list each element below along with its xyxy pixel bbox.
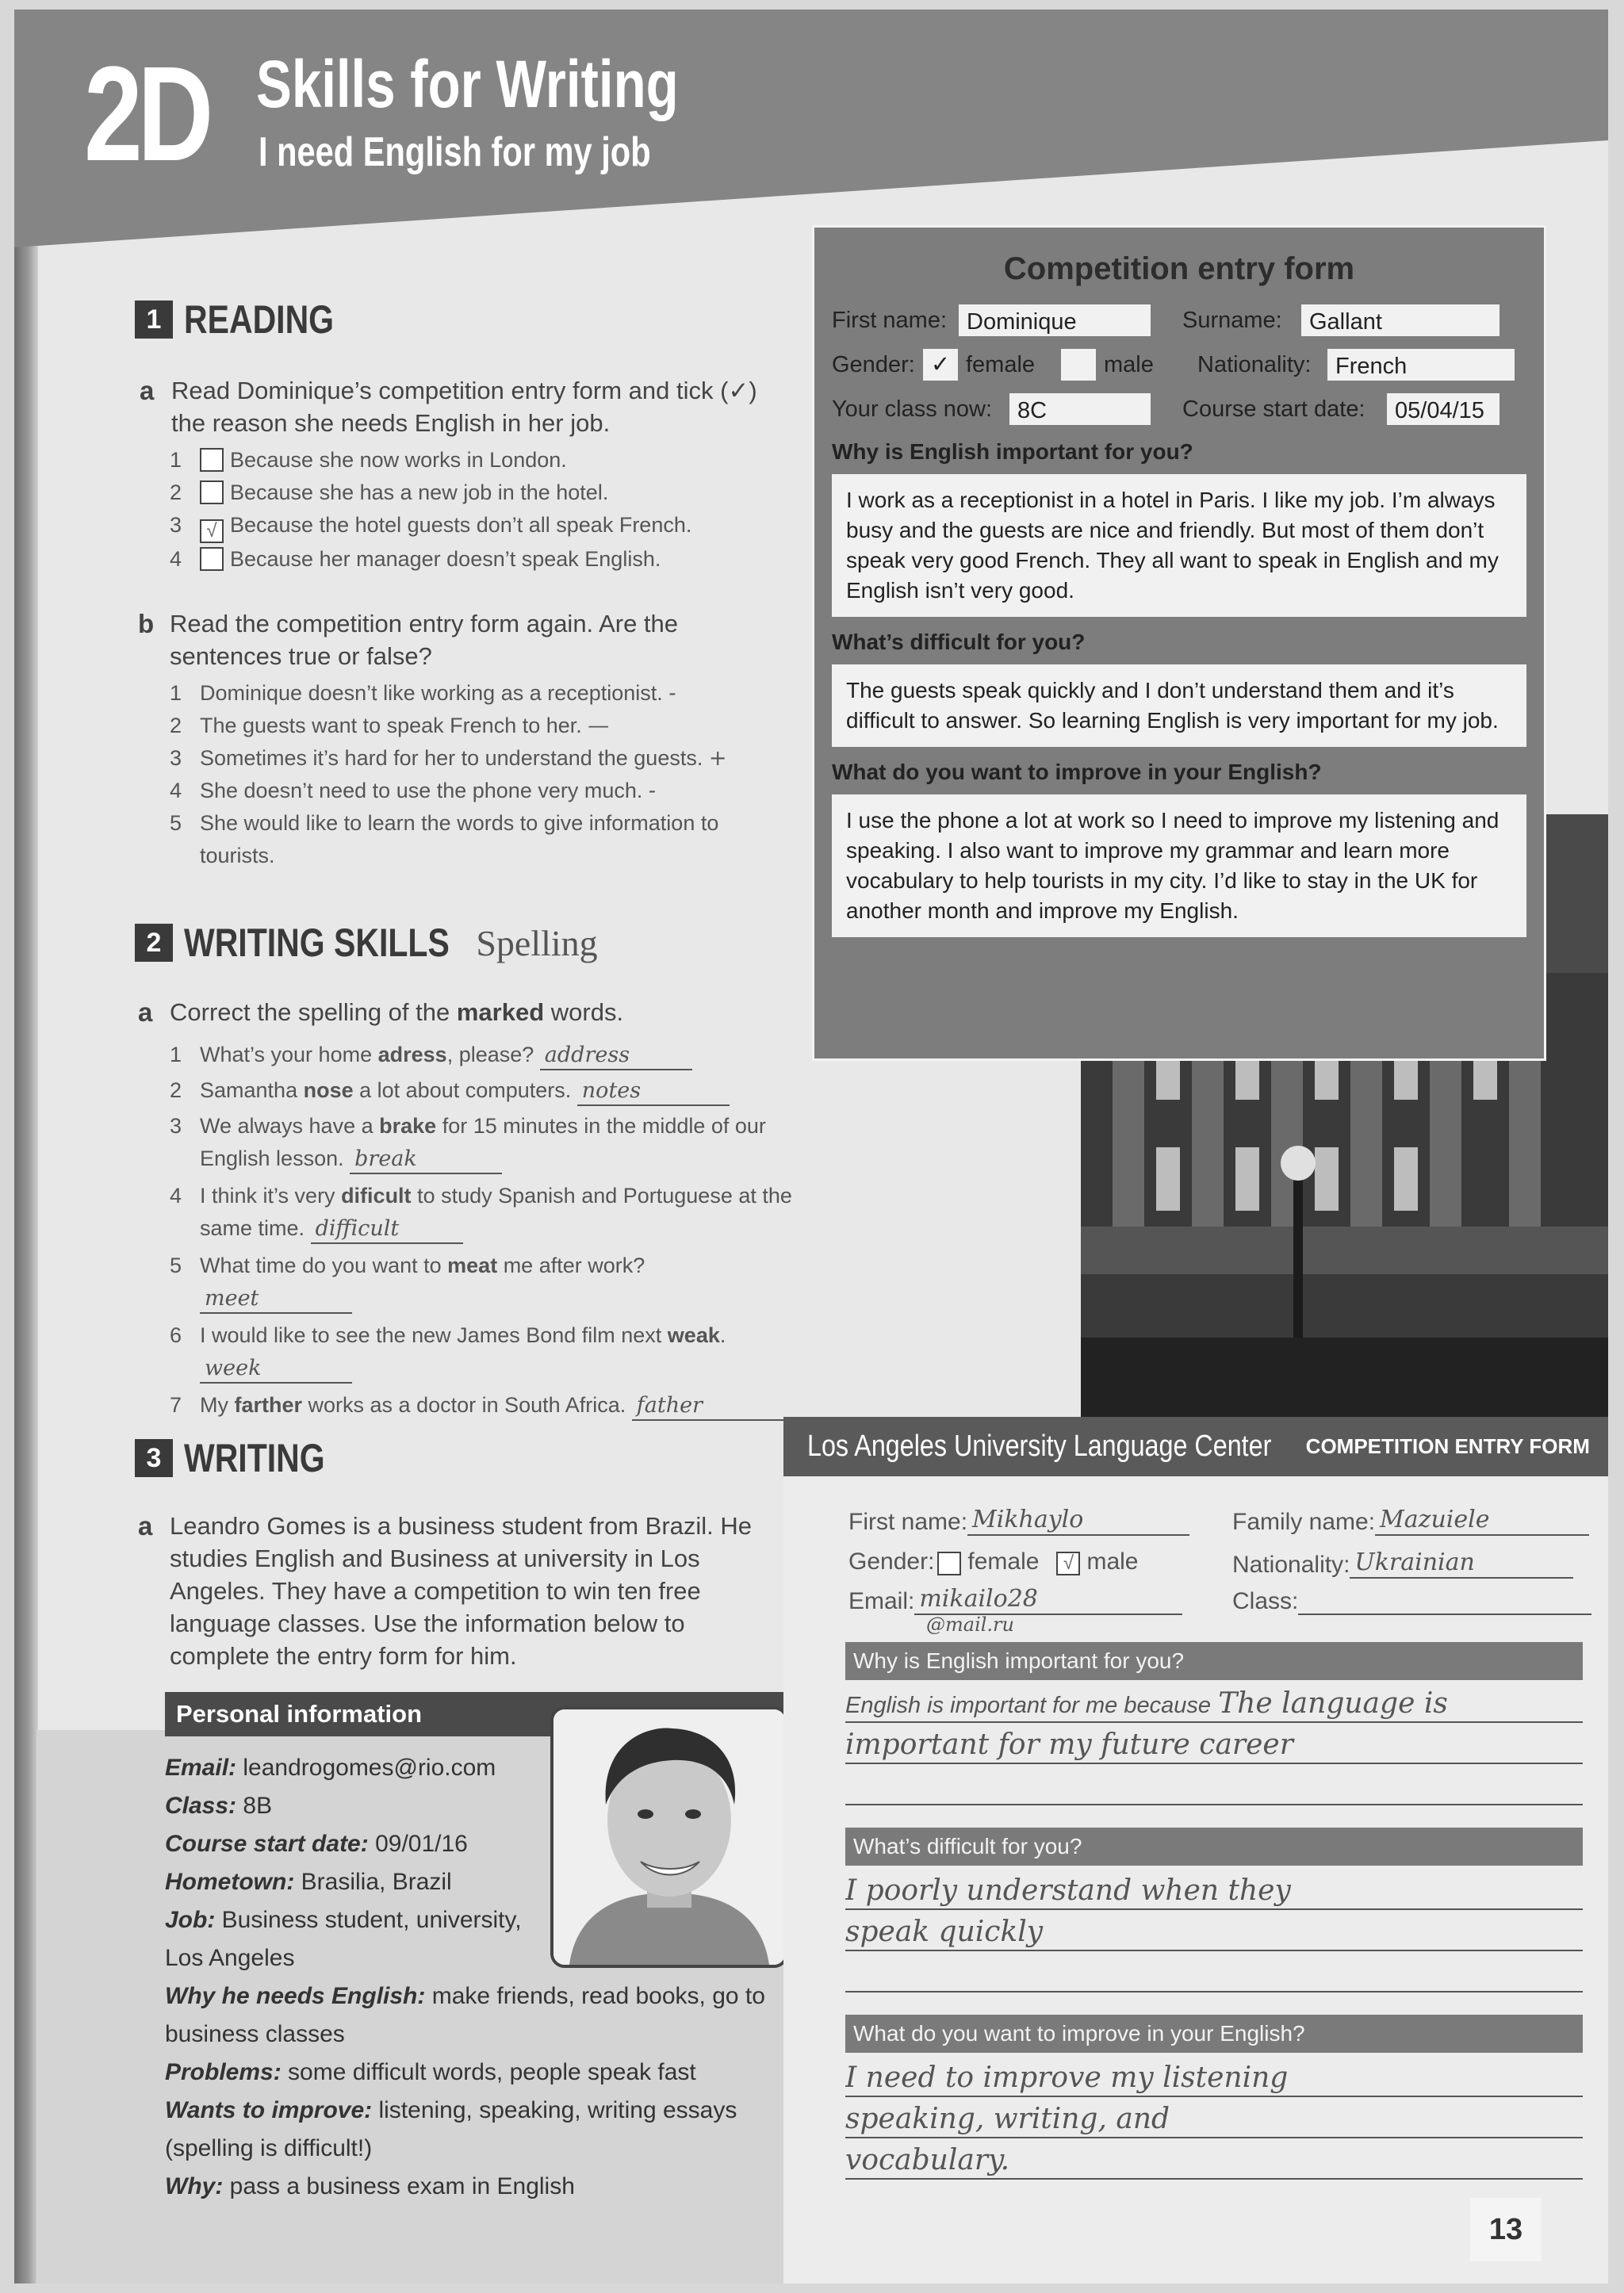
option-label: male: [1086, 1548, 1139, 1575]
page-number: 13: [1470, 2198, 1542, 2261]
answer-line[interactable]: difficult: [311, 1215, 463, 1244]
first-name-field[interactable]: Dominique: [959, 304, 1151, 336]
handwritten-mark: -: [668, 681, 676, 706]
reading-b-list: [170, 677, 788, 872]
info-row: Email: leandrogomes@rio.com: [165, 1755, 496, 1781]
female-checkbox[interactable]: [937, 1552, 961, 1575]
task-instruction: Read Dominique’s competition entry form and tick (✓) the reason she needs English in her job.: [171, 377, 757, 437]
male-checkbox[interactable]: [1061, 349, 1096, 381]
answer-line[interactable]: notes: [577, 1078, 730, 1106]
info-row: Why: pass a business exam in English: [165, 2173, 575, 2199]
list-item: 3 Sometimes it’s hard for her to understand the guests. +: [170, 746, 727, 771]
option-label: female: [966, 351, 1036, 377]
task-label: b: [138, 609, 155, 638]
form-row: [1232, 1506, 1589, 1536]
option-label: female: [967, 1548, 1040, 1575]
list-item: 5 What time do you want to meat me after work? meet: [170, 1250, 820, 1315]
question-heading: What do you want to improve in your English?: [832, 760, 1322, 784]
tick-box[interactable]: √: [200, 519, 224, 543]
writing-skills-heading: [135, 920, 598, 966]
info-row: Hometown: Brasilia, Brazil: [165, 1869, 452, 1895]
page-subtitle: I need English for my job: [259, 129, 651, 175]
question-bar: What do you want to improve in your English?: [845, 2015, 1583, 2053]
answer-line[interactable]: English is important for me because The language is: [845, 1686, 1583, 1723]
list-item: 2 Because she has a new job in the hotel.: [170, 480, 609, 504]
unit-number: 2D: [84, 39, 209, 189]
task-label: a: [138, 1511, 153, 1541]
section-title: WRITING SKILLS: [184, 921, 450, 965]
answer-line[interactable]: I need to improve my listening: [845, 2061, 1583, 2097]
form-row: [832, 387, 1526, 431]
textbook-page: [14, 10, 1608, 2283]
reading-heading: [135, 297, 367, 343]
class-field[interactable]: 8C: [1009, 393, 1151, 425]
list-item: 4 I think it’s very dificult to study Spanish and Portuguese at the same time. difficult: [170, 1180, 820, 1245]
task-instruction: Read the competition entry form again. Are the sentences true or false?: [170, 610, 679, 670]
field-label: Gender:: [832, 351, 915, 377]
answer-line[interactable]: important for my future career: [845, 1728, 1583, 1764]
list-item: 6 I would like to see the new James Bond film next weak. week: [170, 1319, 820, 1384]
answer-line[interactable]: [845, 1956, 1583, 1992]
question-bar: Why is English important for you?: [845, 1642, 1583, 1680]
answer-line[interactable]: address: [540, 1042, 692, 1070]
answer-line[interactable]: speak quickly: [845, 1915, 1583, 1951]
section-number: 2: [135, 924, 173, 962]
competition-entry-form: [812, 225, 1546, 1061]
family-name-field[interactable]: Mazuiele: [1375, 1506, 1589, 1536]
unit-banner: [14, 10, 1608, 247]
field-label: Gender:: [848, 1548, 935, 1575]
list-item: 2 The guests want to speak French to her. —: [170, 714, 610, 738]
handwritten-mark: +: [708, 746, 727, 771]
reading-task-b: [138, 607, 772, 672]
list-item: 1 Because she now works in London.: [170, 448, 567, 472]
page-binding-edge: [14, 152, 38, 2283]
option-label: male: [1104, 351, 1154, 377]
reading-a-list: [170, 444, 804, 576]
answer-box[interactable]: The guests speak quickly and I don’t understand them and it’s difficult to answer. So learning English is very important for my job.: [832, 664, 1526, 747]
male-checkbox[interactable]: √: [1056, 1552, 1080, 1575]
la-form-title: Los Angeles University Language Center: [807, 1430, 1272, 1463]
answer-line[interactable]: vocabulary.: [845, 2143, 1583, 2180]
class-field[interactable]: [1298, 1585, 1591, 1615]
field-label: First name:: [832, 307, 948, 333]
list-item: 1 What’s your home adress, please? address: [170, 1039, 820, 1071]
answer-box[interactable]: I use the phone a lot at work so I need to improve my listening and speaking. I also want to improve my grammar and learn more vocabulary to help tourists in my city. I’d like to stay in the UK for another month and improve my English.: [832, 794, 1526, 937]
la-entry-form: [783, 1417, 1608, 2283]
form-row: [848, 1506, 1189, 1536]
field-label: Family name:: [1232, 1509, 1376, 1535]
form-row: [1232, 1548, 1573, 1579]
list-item: 3 √ Because the hotel guests don’t all speak French.: [170, 513, 692, 542]
info-row: Job: Business student, university, Los Angeles: [165, 1907, 522, 1971]
form-title: Competition entry form: [1003, 251, 1355, 286]
field-label: First name:: [848, 1509, 968, 1535]
form-row: [832, 298, 1526, 343]
start-date-field[interactable]: 05/04/15: [1387, 393, 1500, 425]
spelling-task-a: a Correct the spelling of the marked words.: [138, 997, 624, 1027]
form-row: [848, 1548, 1138, 1575]
info-row: Class: 8B: [165, 1793, 273, 1819]
answer-line[interactable]: I poorly understand when they: [845, 1874, 1583, 1910]
first-name-field[interactable]: Mikhaylo: [967, 1506, 1189, 1536]
personal-info-list: [165, 1749, 799, 2206]
writing-task-a: [138, 1510, 780, 1672]
task-label: a: [140, 376, 155, 405]
info-row: Why he needs English: make friends, read books, go to business classes: [165, 1983, 765, 2047]
form-row: [1232, 1585, 1591, 1615]
info-row: Problems: some difficult words, people speak fast: [165, 2059, 696, 2085]
email-field[interactable]: mikailo28: [914, 1585, 1182, 1615]
list-item: 5 She would like to learn the words to give information to tourists.: [170, 811, 719, 867]
field-label: Email:: [848, 1588, 915, 1614]
tick-box[interactable]: [200, 480, 224, 504]
answer-box[interactable]: I work as a receptionist in a hotel in Paris. I like my job. I’m always busy and the guests are nice and friendly. But most of them don’t speak very good French. They all want to speak in English and my English isn’t very good.: [832, 474, 1526, 617]
field-label: Your class now:: [832, 396, 993, 422]
field-label: Surname:: [1182, 307, 1282, 333]
field-label: Nationality:: [1232, 1552, 1350, 1578]
field-label: Class:: [1232, 1588, 1299, 1614]
nationality-field[interactable]: Ukrainian: [1350, 1548, 1573, 1579]
form-row: [832, 343, 1526, 387]
answer-line[interactable]: week: [200, 1355, 352, 1384]
section-number: 3: [135, 1439, 173, 1477]
handwritten-mark: -: [648, 779, 657, 803]
field-label: Nationality:: [1197, 351, 1312, 377]
reading-task-a: [140, 374, 774, 439]
form-row: [848, 1585, 1182, 1615]
list-item: 7 My farther works as a doctor in South Africa. father: [170, 1389, 820, 1422]
list-item: 1 Dominique doesn’t like working as a receptionist. -: [170, 681, 676, 706]
personal-info-heading: Personal information: [165, 1692, 823, 1736]
answer-line[interactable]: break: [350, 1146, 502, 1174]
list-item: 3 We always have a brake for 15 minutes in the middle of our English lesson. break: [170, 1110, 820, 1175]
tick-box[interactable]: [200, 547, 224, 571]
section-title: WRITING: [184, 1436, 325, 1480]
section-title: READING: [184, 297, 335, 342]
la-form-header: [783, 1417, 1608, 1476]
tick-box[interactable]: [200, 448, 224, 472]
info-row: Course start date: 09/01/16: [165, 1831, 468, 1857]
email-continuation: @mail.ru: [926, 1614, 1014, 1636]
task-instruction: Leandro Gomes is a business student from Brazil. He studies English and Business at university in Los Angeles. They have a competition to win ten free language classes. Use the information below to complete the entry form for him.: [170, 1512, 753, 1670]
answer-line[interactable]: speaking, writing, and: [845, 2102, 1583, 2138]
answer-line[interactable]: father: [632, 1392, 784, 1421]
field-label: Course start date:: [1182, 396, 1365, 422]
answer-line[interactable]: meet: [200, 1285, 352, 1314]
list-item: 4 Because her manager doesn’t speak English.: [170, 547, 661, 571]
page-title: Skills for Writing: [256, 47, 679, 121]
surname-field[interactable]: Gallant: [1301, 304, 1500, 336]
info-row: Wants to improve: listening, speaking, writing essays (spelling is difficult!): [165, 2097, 737, 2161]
question-heading: Why is English important for you?: [832, 439, 1193, 464]
question-heading: What’s difficult for you?: [832, 630, 1086, 654]
list-item: 2 Samantha nose a lot about computers. notes: [170, 1074, 820, 1107]
female-checkbox[interactable]: ✓: [923, 349, 958, 381]
banner-shape: [14, 10, 1608, 247]
question-bar: What’s difficult for you?: [845, 1828, 1583, 1866]
list-item: 4 She doesn’t need to use the phone very much. -: [170, 779, 657, 803]
spelling-list: [170, 1039, 820, 1422]
answer-line[interactable]: [845, 1769, 1583, 1805]
section-number: 1: [135, 301, 173, 339]
section-subtitle: Spelling: [476, 922, 598, 963]
la-form-title-suffix: COMPETITION ENTRY FORM: [1305, 1434, 1590, 1458]
writing-heading: [135, 1435, 356, 1481]
nationality-field[interactable]: French: [1327, 349, 1515, 381]
task-label: a: [138, 997, 153, 1027]
handwritten-mark: —: [588, 714, 610, 738]
